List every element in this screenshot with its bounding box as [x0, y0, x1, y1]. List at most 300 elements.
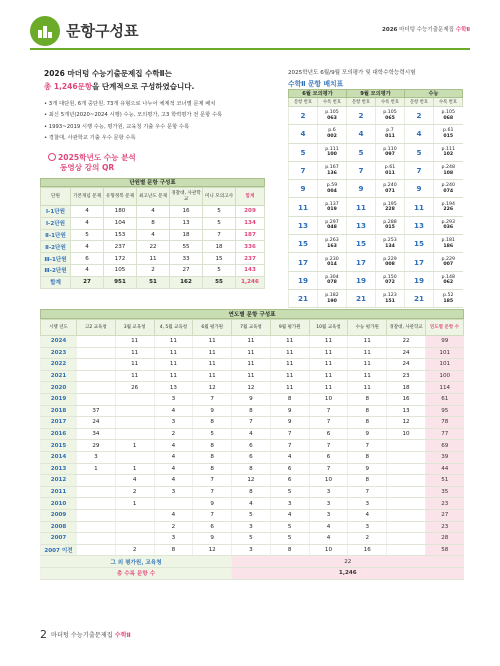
year-cell: 11 — [309, 359, 348, 371]
year-cell: 24 — [77, 417, 116, 429]
year-cell: 1 — [115, 463, 154, 475]
table-row — [289, 198, 463, 216]
year-cell: 7 — [270, 440, 309, 452]
item-number: 065 — [385, 115, 395, 121]
item-number: 004 — [327, 188, 337, 194]
exam-question-number: 13 — [347, 216, 376, 234]
exam-question-number: 11 — [289, 198, 318, 216]
year-cell — [387, 509, 426, 521]
year-cell: 3 — [232, 521, 271, 533]
exam-page-ref — [318, 180, 347, 198]
year-cell: 3 — [270, 498, 309, 510]
page-ref: p.137 — [325, 201, 339, 207]
year-cell: 2018 — [41, 405, 77, 417]
year-cell: 11 — [154, 347, 193, 359]
year-cell — [77, 393, 116, 405]
exam-group-header: 6월 모의평가 — [289, 90, 347, 98]
table-row — [41, 498, 464, 510]
exam-subheader: 수록 번호 — [434, 98, 463, 107]
year-cell: 2008 — [41, 521, 77, 533]
header-divider — [30, 48, 470, 50]
item-number: 002 — [327, 133, 337, 139]
page-ref: p.229 — [441, 256, 455, 262]
table-row — [41, 336, 464, 348]
unit-cell: 4 — [71, 217, 104, 229]
page-ref: p.240 — [383, 183, 397, 189]
unit-table — [40, 178, 265, 289]
unit-cell: 27 — [170, 264, 203, 276]
year-cell: 100 — [426, 370, 464, 382]
year-cell: 11 — [348, 347, 387, 359]
year-cell: 3 — [154, 417, 193, 429]
year-cell: 34 — [77, 428, 116, 440]
other-exams-value: 22 — [232, 556, 464, 568]
table-row — [289, 107, 463, 125]
year-cell — [387, 486, 426, 498]
item-number: 063 — [327, 115, 337, 121]
year-header-cell: 경찰대, 사관학교 — [387, 320, 426, 336]
table-row — [41, 253, 265, 265]
year-cell: 8 — [348, 405, 387, 417]
year-cell — [115, 405, 154, 417]
exam-page-ref — [434, 180, 463, 198]
page-ref: p.263 — [325, 238, 339, 244]
year-cell — [77, 359, 116, 371]
exam-page-ref — [318, 289, 347, 307]
year-cell: 10 — [309, 393, 348, 405]
year-cell: 9 — [193, 498, 232, 510]
year-cell: 4 — [270, 451, 309, 463]
year-header-cell: 6월 평가원 — [193, 320, 232, 336]
table-row — [41, 382, 464, 394]
year-cell — [387, 475, 426, 487]
year-cell — [387, 440, 426, 452]
exam-question-number: 9 — [289, 180, 318, 198]
page-ref: p.105 — [441, 110, 455, 116]
unit-header-cell: 기본개념 문제 — [71, 188, 104, 206]
year-cell: 8 — [348, 451, 387, 463]
year-cell: 13 — [154, 382, 193, 394]
year-cell: 12 — [193, 382, 232, 394]
total-items-label: 총 수록 문항 수 — [41, 567, 232, 579]
year-cell: 11 — [348, 370, 387, 382]
exam-page-ref — [434, 143, 463, 161]
year-cell — [77, 382, 116, 394]
unit-total-cell: 951 — [104, 276, 137, 288]
exam-question-number: 13 — [289, 216, 318, 234]
item-number: 068 — [443, 115, 454, 121]
unit-header-cell: 단원 — [41, 188, 71, 206]
year-cell: 11 — [309, 370, 348, 382]
other-exams-label: 그 외 평가원, 교육청 — [41, 556, 232, 568]
exam-page-ref — [434, 271, 463, 289]
exam-question-number: 13 — [405, 216, 434, 234]
unit-cell: 237 — [236, 253, 265, 265]
year-cell: 61 — [426, 393, 464, 405]
year-cell: 12 — [232, 382, 271, 394]
chart-icon — [30, 16, 60, 46]
exam-group-header: 수능 — [405, 90, 463, 98]
page-ref: p.194 — [441, 201, 455, 207]
year-cell: 2012 — [41, 475, 77, 487]
unit-header-cell: 합계 — [236, 188, 265, 206]
item-number: 134 — [385, 243, 395, 249]
year-cell: 12 — [232, 475, 271, 487]
year-table — [40, 309, 464, 580]
exam-subheader: 문항 번호 — [405, 98, 434, 107]
year-cell: 3 — [232, 544, 271, 556]
page-ref: p.7 — [386, 128, 394, 134]
year-cell: 7 — [309, 463, 348, 475]
year-cell: 2010 — [41, 498, 77, 510]
unit-total-cell: 합계 — [41, 276, 71, 288]
exam-subheader: 수록 번호 — [318, 98, 347, 107]
unit-cell: 180 — [104, 206, 137, 218]
unit-header-cell: 유형정복 문제 — [104, 188, 137, 206]
unit-total-cell: 162 — [170, 276, 203, 288]
year-cell: 11 — [115, 336, 154, 348]
year-cell: 11 — [309, 382, 348, 394]
unit-cell: 5 — [71, 229, 104, 241]
unit-cell: 4 — [71, 264, 104, 276]
item-number: 185 — [443, 298, 454, 304]
unit-table-caption: 단원별 문항 구성표 — [40, 178, 265, 187]
qr-lecture-link[interactable]: 2025학년도 수능 분석 동영상 강의 QR — [48, 153, 136, 173]
table-row — [41, 370, 464, 382]
year-cell: 4 — [309, 533, 348, 545]
year-cell: 24 — [387, 359, 426, 371]
year-cell: 37 — [77, 405, 116, 417]
year-cell: 11 — [270, 382, 309, 394]
table-row — [41, 521, 464, 533]
item-number: 097 — [385, 152, 395, 158]
unit-cell: 2 — [137, 264, 170, 276]
year-cell — [387, 463, 426, 475]
year-cell: 7 — [309, 417, 348, 429]
item-number: 136 — [327, 170, 337, 176]
year-cell: 9 — [270, 417, 309, 429]
year-cell: 8 — [232, 463, 271, 475]
exam-page-ref — [376, 107, 405, 125]
page-ref: p.111 — [441, 146, 455, 152]
table-row — [41, 264, 265, 276]
year-cell: 2023 — [41, 347, 77, 359]
unit-cell: 33 — [170, 253, 203, 265]
unit-total-cell: 27 — [71, 276, 104, 288]
year-cell: 4 — [309, 521, 348, 533]
exam-page-ref — [434, 125, 463, 143]
year-cell — [115, 509, 154, 521]
unit-cell: 22 — [137, 241, 170, 253]
item-number: 078 — [327, 280, 337, 286]
exam-question-number: 15 — [347, 235, 376, 253]
year-cell: 7 — [193, 475, 232, 487]
year-cell: 6 — [232, 440, 271, 452]
exam-question-number: 21 — [289, 289, 318, 307]
table-row — [289, 253, 463, 271]
year-cell: 11 — [232, 370, 271, 382]
year-cell: 2011 — [41, 486, 77, 498]
item-number: 048 — [327, 225, 337, 231]
exam-question-number: 2 — [405, 107, 434, 125]
page-title: 문항구성표 — [66, 22, 139, 40]
year-cell: 2017 — [41, 417, 77, 429]
year-cell: 4 — [154, 463, 193, 475]
year-cell: 23 — [426, 521, 464, 533]
year-cell: 8 — [348, 393, 387, 405]
table-row — [41, 229, 265, 241]
year-table-caption: 연도별 문항 구성표 — [40, 309, 464, 319]
play-icon — [48, 153, 56, 161]
exam-question-number: 19 — [405, 271, 434, 289]
exam-question-number: 5 — [405, 143, 434, 161]
year-cell: 22 — [387, 336, 426, 348]
year-header-cell: 연도별 문항 수 — [426, 320, 464, 336]
unit-cell: 4 — [71, 206, 104, 218]
exam-question-number: 17 — [347, 253, 376, 271]
unit-cell: 15 — [203, 253, 236, 265]
exam-question-number: 11 — [347, 198, 376, 216]
exam-question-number: 19 — [289, 271, 318, 289]
exam-page-ref — [318, 143, 347, 161]
year-cell: 8 — [193, 417, 232, 429]
unit-cell: 55 — [170, 241, 203, 253]
year-cell: 2019 — [41, 393, 77, 405]
exam-page-ref — [434, 235, 463, 253]
exam-subheader: 수록 번호 — [376, 98, 405, 107]
year-cell: 11 — [154, 336, 193, 348]
table-row — [41, 393, 464, 405]
year-cell — [77, 509, 116, 521]
feature-bullets: • 3개 대단원, 6개 중단원, 73개 유형으로 나누어 체계적 코너별 문제 배치 • 최신 5개년(2020~2024 시행) 수능, 모의평가, 고3 학력평가 전 문항 수록 • 1993~2019 시행 수능, 평가원, 교육청 기출 우수 문항 수록 • 경찰대, 사관학교 기출 우수 문항 수록 — [44, 101, 223, 141]
year-cell: 77 — [426, 428, 464, 440]
year-cell — [77, 370, 116, 382]
year-cell: 11 — [348, 382, 387, 394]
item-number: 074 — [443, 188, 454, 194]
year-cell: 3 — [348, 521, 387, 533]
page-ref: p.229 — [383, 256, 397, 262]
table-row — [41, 217, 265, 229]
year-cell: 6 — [309, 451, 348, 463]
year-cell: 11 — [309, 347, 348, 359]
table-row — [289, 143, 463, 161]
exam-question-number: 7 — [405, 161, 434, 179]
year-cell: 11 — [193, 370, 232, 382]
year-cell: 3 — [309, 509, 348, 521]
item-number: 019 — [327, 207, 337, 213]
year-cell: 10 — [309, 475, 348, 487]
exam-table — [288, 89, 463, 308]
year-cell: 16 — [348, 544, 387, 556]
unit-cell: Ⅲ-2단원 — [41, 264, 71, 276]
unit-total-row — [41, 276, 265, 288]
item-number: 011 — [385, 133, 395, 139]
unit-total-cell: 55 — [203, 276, 236, 288]
other-exams-row — [41, 556, 464, 568]
exam-question-number: 21 — [405, 289, 434, 307]
item-number: 015 — [385, 225, 395, 231]
exam-page-ref — [376, 216, 405, 234]
table-row — [41, 405, 464, 417]
item-number: 007 — [443, 262, 454, 268]
item-number: 071 — [385, 188, 395, 194]
unit-cell: 153 — [104, 229, 137, 241]
total-items-value: 1,246 — [232, 567, 464, 579]
exam-question-number: 15 — [405, 235, 434, 253]
exam-page-ref — [318, 161, 347, 179]
year-cell: 9 — [232, 393, 271, 405]
page-ref: p.182 — [325, 293, 339, 299]
unit-cell: 209 — [236, 206, 265, 218]
unit-cell: 4 — [137, 206, 170, 218]
page-footer: 2 마더텅 수능기출문제집 수학Ⅱ — [40, 628, 131, 641]
exam-page-ref — [318, 125, 347, 143]
year-cell: 11 — [115, 347, 154, 359]
year-cell: 4 — [270, 509, 309, 521]
unit-cell: 8 — [137, 217, 170, 229]
year-cell: 11 — [232, 336, 271, 348]
exam-page-ref — [434, 107, 463, 125]
exam-page-ref — [434, 216, 463, 234]
exam-table-title: 2025학년도 6월/9월 모의평가 및 대학수학능력시험 — [288, 70, 416, 76]
unit-cell: 4 — [137, 229, 170, 241]
year-cell: 11 — [270, 359, 309, 371]
unit-cell: 4 — [71, 241, 104, 253]
page-ref: p.150 — [383, 274, 397, 280]
year-cell: 12 — [193, 544, 232, 556]
exam-question-number: 7 — [347, 161, 376, 179]
exam-question-number: 2 — [289, 107, 318, 125]
exam-page-ref — [318, 253, 347, 271]
year-cell: 27 — [426, 509, 464, 521]
page-number: 2 — [40, 628, 47, 641]
table-row — [41, 428, 464, 440]
year-cell: 101 — [426, 359, 464, 371]
year-cell: 11 — [193, 347, 232, 359]
year-cell: 6 — [193, 521, 232, 533]
page-ref: p.297 — [325, 219, 339, 225]
exam-page-ref — [376, 289, 405, 307]
exam-page-ref — [376, 198, 405, 216]
year-cell: 4 — [154, 451, 193, 463]
unit-cell: Ⅱ-1단원 — [41, 229, 71, 241]
year-cell: 2 — [115, 486, 154, 498]
year-cell: 1 — [115, 498, 154, 510]
table-row — [41, 544, 464, 556]
year-cell: 9 — [348, 463, 387, 475]
exam-page-ref — [376, 143, 405, 161]
year-cell: 1 — [115, 440, 154, 452]
item-number: 102 — [443, 152, 454, 158]
year-cell: 9 — [348, 428, 387, 440]
year-cell: 4 — [232, 428, 271, 440]
exam-page-ref — [434, 253, 463, 271]
exam-question-number: 4 — [405, 125, 434, 143]
year-cell: 5 — [193, 428, 232, 440]
exam-page-ref — [318, 216, 347, 234]
year-header-cell: 7월 교육청 — [232, 320, 271, 336]
year-cell — [387, 533, 426, 545]
item-number: 226 — [443, 207, 454, 213]
exam-page-ref — [434, 198, 463, 216]
year-cell — [77, 336, 116, 348]
year-cell: 1 — [77, 463, 116, 475]
year-cell: 11 — [232, 359, 271, 371]
year-cell: 3 — [309, 486, 348, 498]
exam-page-ref — [376, 180, 405, 198]
year-cell — [387, 521, 426, 533]
page-ref: p.148 — [441, 274, 455, 280]
year-cell: 2009 — [41, 509, 77, 521]
year-cell: 11 — [348, 359, 387, 371]
page-ref: p.105 — [325, 110, 339, 116]
year-cell: 28 — [426, 533, 464, 545]
exam-question-number: 7 — [289, 161, 318, 179]
exam-page-ref — [376, 161, 405, 179]
table-row — [41, 417, 464, 429]
year-header-cell: 9월 평가원 — [270, 320, 309, 336]
exam-subheader: 문항 번호 — [347, 98, 376, 107]
year-cell: 8 — [348, 417, 387, 429]
year-cell — [387, 544, 426, 556]
year-cell: 8 — [232, 486, 271, 498]
year-cell: 114 — [426, 382, 464, 394]
exam-question-number: 17 — [289, 253, 318, 271]
item-number: 228 — [385, 207, 395, 213]
unit-cell: 18 — [170, 229, 203, 241]
year-cell: 24 — [387, 347, 426, 359]
unit-cell: 5 — [203, 217, 236, 229]
year-cell: 3 — [154, 393, 193, 405]
year-cell: 8 — [270, 544, 309, 556]
year-cell: 2007 — [41, 533, 77, 545]
year-cell: 5 — [270, 521, 309, 533]
year-cell: 7 — [193, 509, 232, 521]
year-cell: 101 — [426, 347, 464, 359]
item-number: 062 — [443, 280, 454, 286]
year-cell: 8 — [270, 393, 309, 405]
table-row — [41, 475, 464, 487]
year-header-cell: 10월 교육청 — [309, 320, 348, 336]
year-cell: 2021 — [41, 370, 77, 382]
page-ref: p.123 — [383, 293, 397, 299]
item-number: 072 — [385, 280, 395, 286]
exam-question-number: 4 — [289, 125, 318, 143]
year-cell — [115, 428, 154, 440]
year-cell: 2015 — [41, 440, 77, 452]
table-row — [41, 241, 265, 253]
year-cell: 99 — [426, 336, 464, 348]
year-cell: 7 — [348, 486, 387, 498]
year-cell — [77, 486, 116, 498]
table-row — [41, 440, 464, 452]
unit-cell: 7 — [203, 229, 236, 241]
year-cell: 18 — [387, 382, 426, 394]
exam-page-ref — [376, 125, 405, 143]
year-cell: 11 — [154, 370, 193, 382]
year-cell: 5 — [270, 486, 309, 498]
year-cell: 11 — [154, 359, 193, 371]
year-header-cell: 3월 교육청 — [115, 320, 154, 336]
page-ref: p.52 — [443, 293, 454, 299]
year-cell: 44 — [426, 463, 464, 475]
exam-group-header: 9월 모의평가 — [347, 90, 405, 98]
year-cell: 7 — [309, 405, 348, 417]
year-cell: 7 — [270, 428, 309, 440]
year-cell: 8 — [193, 451, 232, 463]
year-cell: 7 — [348, 440, 387, 452]
unit-cell: 6 — [71, 253, 104, 265]
